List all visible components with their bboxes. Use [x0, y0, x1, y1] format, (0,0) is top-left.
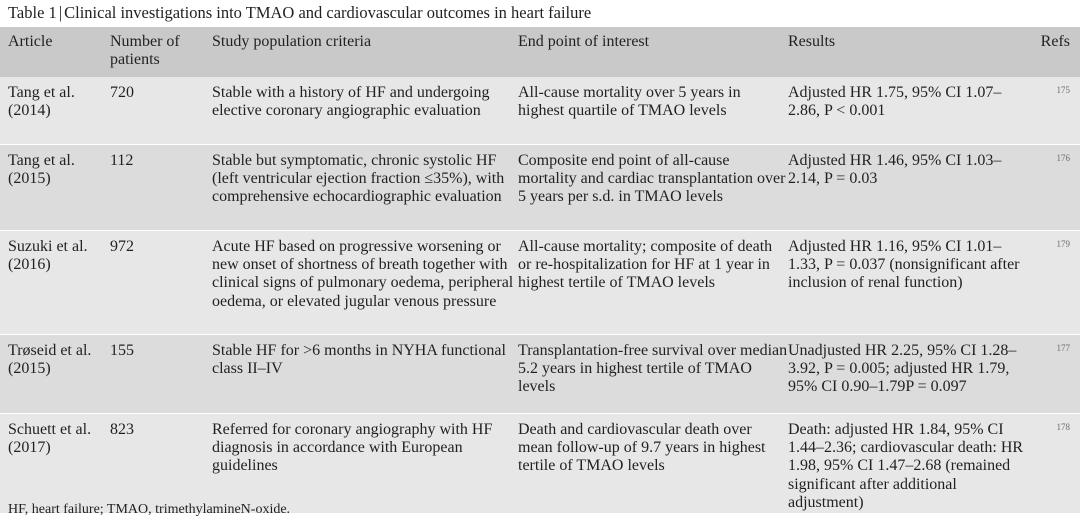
- header-refs: Refs: [1040, 33, 1070, 50]
- cell-ref: 177: [1028, 335, 1080, 414]
- cell-population: Stable with a history of HF and undergoing elective coronary angiographic evaluation: [212, 84, 490, 120]
- table-footnote: HF, heart failure; TMAO, trimethylamineN-oxide.: [8, 502, 291, 517]
- cell-endpoint: Composite end point of all-cause mortality and cardiac transplantation over 5 years per s.d. in TMAO levels: [518, 145, 788, 231]
- cell-endpoint: All-cause mortality; composite of death or re-hospitalization for HF at 1 year in highest tertile of TMAO levels: [518, 231, 788, 335]
- header-patients: Number of patients: [110, 33, 180, 69]
- table-row: [0, 77, 1080, 145]
- table-label: Table 1: [8, 3, 57, 22]
- cell-endpoint: Death and cardiovascular death over mean follow-up of 9.7 years in highest tertile of TMAO levels: [518, 414, 788, 514]
- cell-population: Referred for coronary angiography with HF diagnosis in accordance with European guidelines: [212, 414, 518, 514]
- cell-results: Adjusted HR 1.16, 95% CI 1.01–1.33, P = 0.037 (nonsignificant after inclusion of renal function): [788, 231, 1028, 335]
- header-endpoint: End point of interest: [518, 33, 650, 50]
- cell-population: Acute HF based on progressive worsening or new onset of shortness of breath together with clinical signs of pulmonary oedema, peripheral oedema, or elevated jugular venous pressure: [212, 231, 518, 335]
- header-results: Results: [788, 33, 836, 50]
- cell-article: Suzuki et al. (2016): [0, 231, 110, 335]
- cell-results: Adjusted HR 1.46, 95% CI 1.03–2.14, P = 0.03: [788, 145, 1028, 231]
- cell-results: Unadjusted HR 2.25, 95% CI 1.28–3.92, P = 0.005; adjusted HR 1.79, 95% CI 0.90–1.79P = 0.097: [788, 335, 1028, 414]
- cell-population: Stable but symptomatic, chronic systolic HF (left ventricular ejection fraction ≤35%), with comprehensive echocardiographic evaluation: [212, 145, 518, 231]
- cell-results: Death: adjusted HR 1.84, 95% CI 1.44–2.36; cardiovascular death: HR 1.98, 95% CI 1.47–2.68 (remained significant after additional adjustment): [788, 414, 1028, 514]
- table-caption: [8, 2, 591, 24]
- cell-patients: 112: [110, 145, 212, 231]
- cell-ref: 178: [1028, 414, 1080, 514]
- data-table: [0, 27, 1080, 513]
- caption-separator: |: [58, 3, 63, 22]
- cell-ref: 179: [1028, 231, 1080, 335]
- table-header-row: [0, 27, 1080, 77]
- cell-patients: 720: [110, 84, 134, 101]
- table-row: [0, 231, 1080, 335]
- cell-patients: 155: [110, 335, 212, 414]
- cell-endpoint: All-cause mortality over 5 years in highest quartile of TMAO levels: [518, 84, 741, 120]
- table-row: [0, 414, 1080, 514]
- cell-patients: 823: [110, 414, 212, 514]
- cell-population: Stable HF for >6 months in NYHA functional class II–IV: [212, 335, 518, 414]
- cell-patients: 972: [110, 231, 212, 335]
- table-row: [0, 145, 1080, 231]
- header-article: Article: [8, 33, 53, 50]
- cell-article: Trøseid et al. (2015): [0, 335, 110, 414]
- cell-ref: 175: [1056, 85, 1070, 95]
- cell-endpoint: Transplantation-free survival over median 5.2 years in highest tertile of TMAO levels: [518, 335, 788, 414]
- cell-ref: 176: [1028, 145, 1080, 231]
- header-population: Study population criteria: [212, 33, 372, 50]
- table-title: Clinical investigations into TMAO and cardiovascular outcomes in heart failure: [64, 3, 592, 22]
- cell-article: Schuett et al. (2017): [0, 414, 110, 514]
- cell-article: Tang et al. (2014): [8, 84, 75, 120]
- cell-results: Adjusted HR 1.75, 95% CI 1.07–2.86, P < 0.001: [788, 84, 1002, 120]
- cell-article: Tang et al. (2015): [0, 145, 110, 231]
- table-row: [0, 335, 1080, 414]
